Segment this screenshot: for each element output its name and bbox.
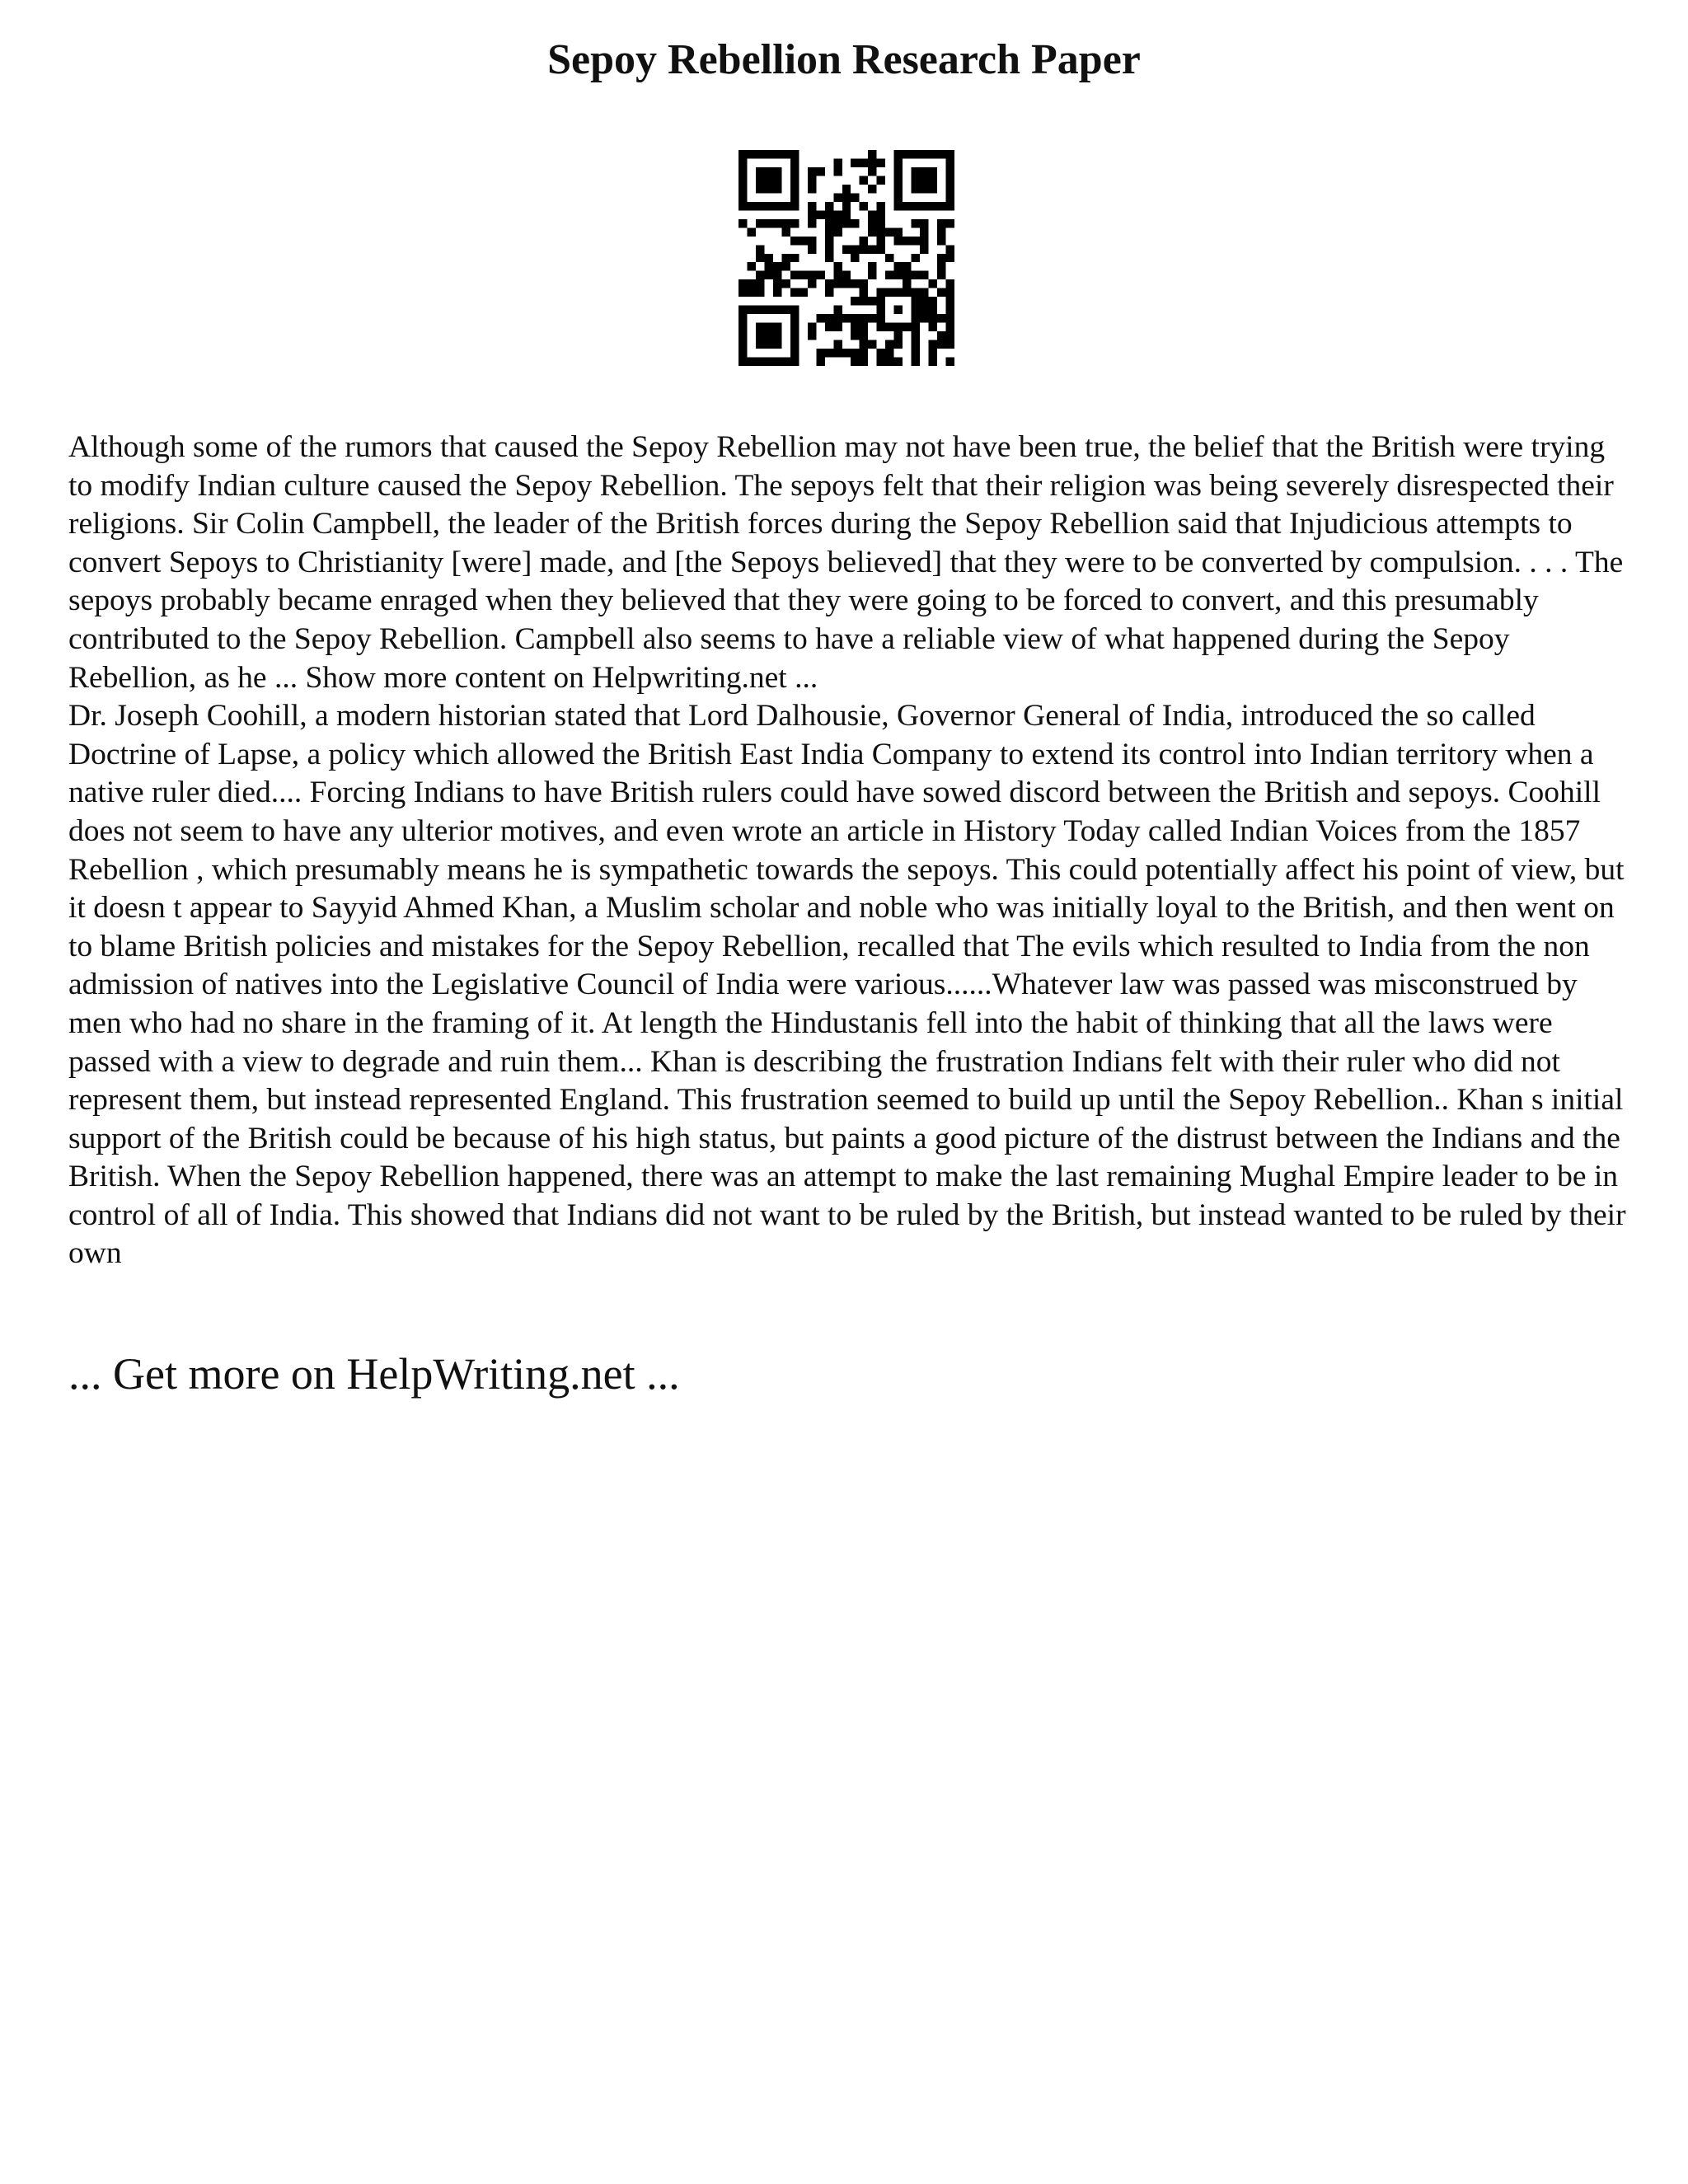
get-more-link[interactable]: ... Get more on HelpWriting.net ... bbox=[68, 1349, 680, 1399]
article-body bbox=[68, 429, 1634, 1273]
paragraph-2: Dr. Joseph Coohill, a modern historian stated that Lord Dalhousie, Governor General of India, introduced the so called Doctrine of Lapse, a policy which allowed the British East India Company to extend its control into Indian territory when a native ruler died.... Forcing Indians to have British rulers could have sowed discord between the British and sepoys. Coohill does not seem to have any ulterior motives, and even wrote an article in History Today called Indian Voices from the 1857 Rebellion , which presumably means he is sympathetic towards the sepoys. This could potentially affect his point of view, but it doesn t appear to Sayyid Ahmed Khan, a Muslim scholar and noble who was initially loyal to the British, and then went on to blame British policies and mistakes for the Sepoy Rebellion, recalled that The evils which resulted to India from the non admission of natives into the Legislative Council of India were various......Whatever law was passed was misconstrued by men who had no share in the framing of it. At length the Hindustanis fell into the habit of thinking that all the laws were passed with a view to degrade and ruin them... Khan is describing the frustration Indians felt with their ruler who did not represent them, but instead represented England. This frustration seemed to build up until the Sepoy Rebellion.. Khan s initial support of the British could be because of his high status, but paints a good picture of the distrust between the Indians and the British. When the Sepoy Rebellion happened, there was an attempt to make the last remaining Mughal Empire leader to be in control of all of India. This showed that Indians did not want to be ruled by the British, but instead wanted to be ruled by their own bbox=[68, 699, 1626, 1271]
page-title: Sepoy Rebellion Research Paper bbox=[547, 36, 1141, 83]
qr-code-icon bbox=[738, 150, 954, 366]
qr-code[interactable] bbox=[738, 150, 954, 366]
paragraph-1: Although some of the rumors that caused the Sepoy Rebellion may not have been true, the belief that the British were trying to modify Indian culture caused the Sepoy Rebellion. The sepoys felt that their religion was being severely disrespected their religions. Sir Colin Campbell, the leader of the British forces during the Sepoy Rebellion said that Injudicious attempts to convert Sepoys to Christianity [were] made, and [the Sepoys believed] that they were to be converted by compulsion. . . . The sepoys probably became enraged when they believed that they were going to be forced to convert, and this presumably contributed to the Sepoy Rebellion. Campbell also seems to have a reliable view of what happened during the Sepoy Rebellion, as he ... Show more content on Helpwriting.net ... bbox=[68, 430, 1624, 695]
